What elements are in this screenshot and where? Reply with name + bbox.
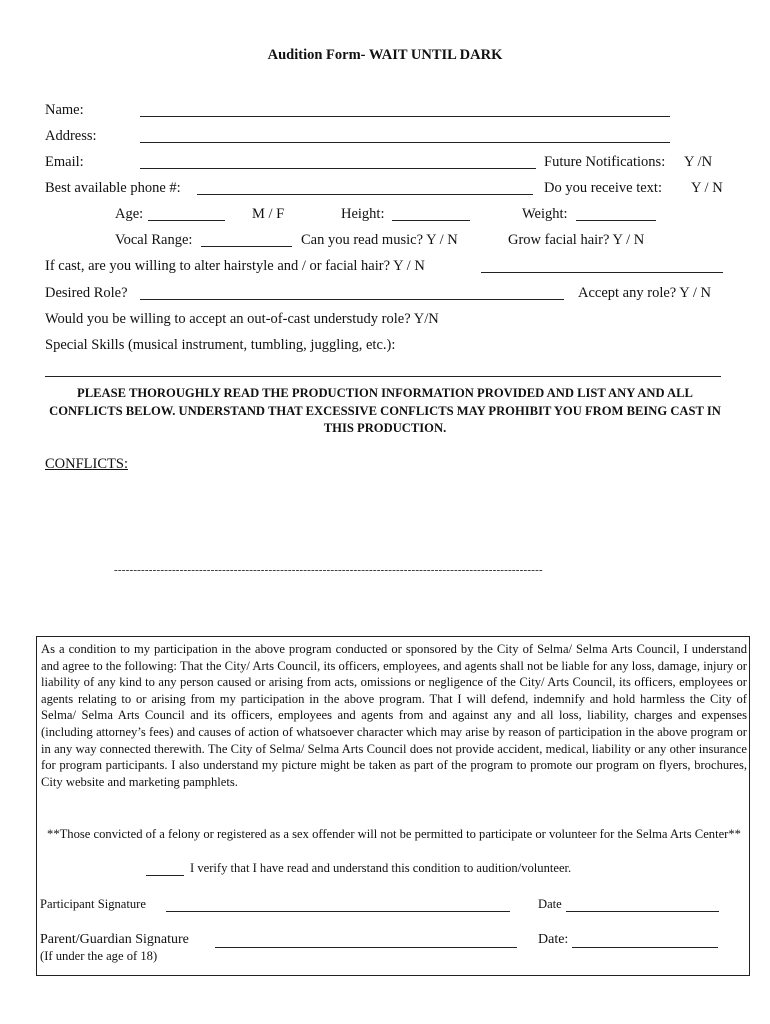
verify-statement: I verify that I have read and understand this condition to audition/volunteer. — [190, 861, 572, 875]
address-field[interactable] — [140, 142, 670, 143]
participant-date-field[interactable] — [566, 911, 719, 912]
waiver-text: As a condition to my participation in the above program conducted or sponsored by the City of Selma/ Selma Arts Council, I understand and agree to the following: That the City/ Arts Council, its officers, employees, and agents shall not be liable for any loss, damage, injury or liability of any kind to any person caused or arising from acts, omissions or negligence of the City/ Arts Council, its officers, employees or agents relating to or arising from my participation in the above program. That I will defend, indemnify and hold harmless the City of Selma/ Selma Arts Council and its officers, employees and agents from and against any and all loss, liability, charges and expenses (including attorney’s fees) and causes of action of whatsoever character which may arise by reason of participation in the above program or in any way connected therewith. The City of Selma/ Selma Arts Council does not provide accident, medical, liability or any other insurance for program participants. I also understand my picture might be taken as part of the program to promote our program on flyers, brochures, City website and marketing pamphlets. — [41, 642, 747, 789]
vocal-range-field[interactable] — [201, 246, 292, 247]
future-notifications-options[interactable]: Y /N — [684, 154, 713, 170]
parent-signature-label: Parent/Guardian Signature — [40, 932, 189, 947]
conflicts-area[interactable] — [45, 478, 721, 558]
age-label: Age: — [115, 206, 144, 222]
phone-label: Best available phone #: — [45, 180, 181, 196]
understudy-question[interactable]: Would you be willing to accept an out-of-cast understudy role? Y/N — [45, 311, 439, 327]
special-skills-field[interactable] — [45, 376, 721, 377]
verify-initials-field[interactable] — [146, 875, 184, 876]
weight-field[interactable] — [576, 220, 656, 221]
address-label: Address: — [45, 128, 97, 144]
desired-role-label: Desired Role? — [45, 285, 128, 301]
participant-date-label: Date — [538, 897, 562, 911]
participant-signature-label: Participant Signature — [40, 897, 146, 911]
receive-text-options[interactable]: Y / N — [691, 180, 723, 196]
alter-hair-question[interactable]: If cast, are you willing to alter hairstyle and / or facial hair? Y / N — [45, 258, 425, 274]
alter-hair-field[interactable] — [481, 272, 723, 273]
accept-any-role-question[interactable]: Accept any role? Y / N — [578, 285, 711, 301]
conflicts-notice: PLEASE THOROUGHLY READ THE PRODUCTION INFORMATION PROVIDED AND LIST ANY AND ALL CONFLICTS BELOW. UNDERSTAND THAT EXCESSIVE CONFLICTS MAY PROHIBIT YOU FROM BEING CAST IN THIS PRODUCTION. — [49, 386, 721, 435]
sex-options[interactable]: M / F — [252, 206, 285, 222]
facial-hair-question[interactable]: Grow facial hair? Y / N — [508, 232, 645, 248]
page-title: Audition Form- WAIT UNTIL DARK — [267, 47, 503, 63]
desired-role-field[interactable] — [140, 299, 564, 300]
parent-date-field[interactable] — [572, 947, 718, 948]
future-notifications-label: Future Notifications: — [544, 154, 666, 170]
under-age-note: (If under the age of 18) — [40, 949, 158, 963]
felony-notice: **Those convicted of a felony or registered as a sex offender will not be permitted to participate or volunteer for the Selma Arts Center** — [47, 827, 741, 841]
dashed-separator: --------------------------------------------------------------------------------------------------------------- — [114, 564, 543, 576]
weight-label: Weight: — [522, 206, 568, 222]
age-field[interactable] — [148, 220, 225, 221]
parent-signature-field[interactable] — [215, 947, 517, 948]
conflicts-label: CONFLICTS: — [45, 456, 128, 472]
vocal-range-label: Vocal Range: — [115, 232, 193, 248]
waiver-box — [36, 636, 750, 976]
email-field[interactable] — [140, 168, 536, 169]
read-music-question[interactable]: Can you read music? Y / N — [301, 232, 458, 248]
parent-date-label: Date: — [538, 932, 569, 947]
email-label: Email: — [45, 154, 84, 170]
phone-field[interactable] — [197, 194, 533, 195]
name-label: Name: — [45, 102, 84, 118]
height-label: Height: — [341, 206, 385, 222]
participant-signature-field[interactable] — [166, 911, 510, 912]
name-field[interactable] — [140, 116, 670, 117]
receive-text-label: Do you receive text: — [544, 180, 662, 196]
height-field[interactable] — [392, 220, 470, 221]
special-skills-label: Special Skills (musical instrument, tumbling, juggling, etc.): — [45, 337, 396, 353]
